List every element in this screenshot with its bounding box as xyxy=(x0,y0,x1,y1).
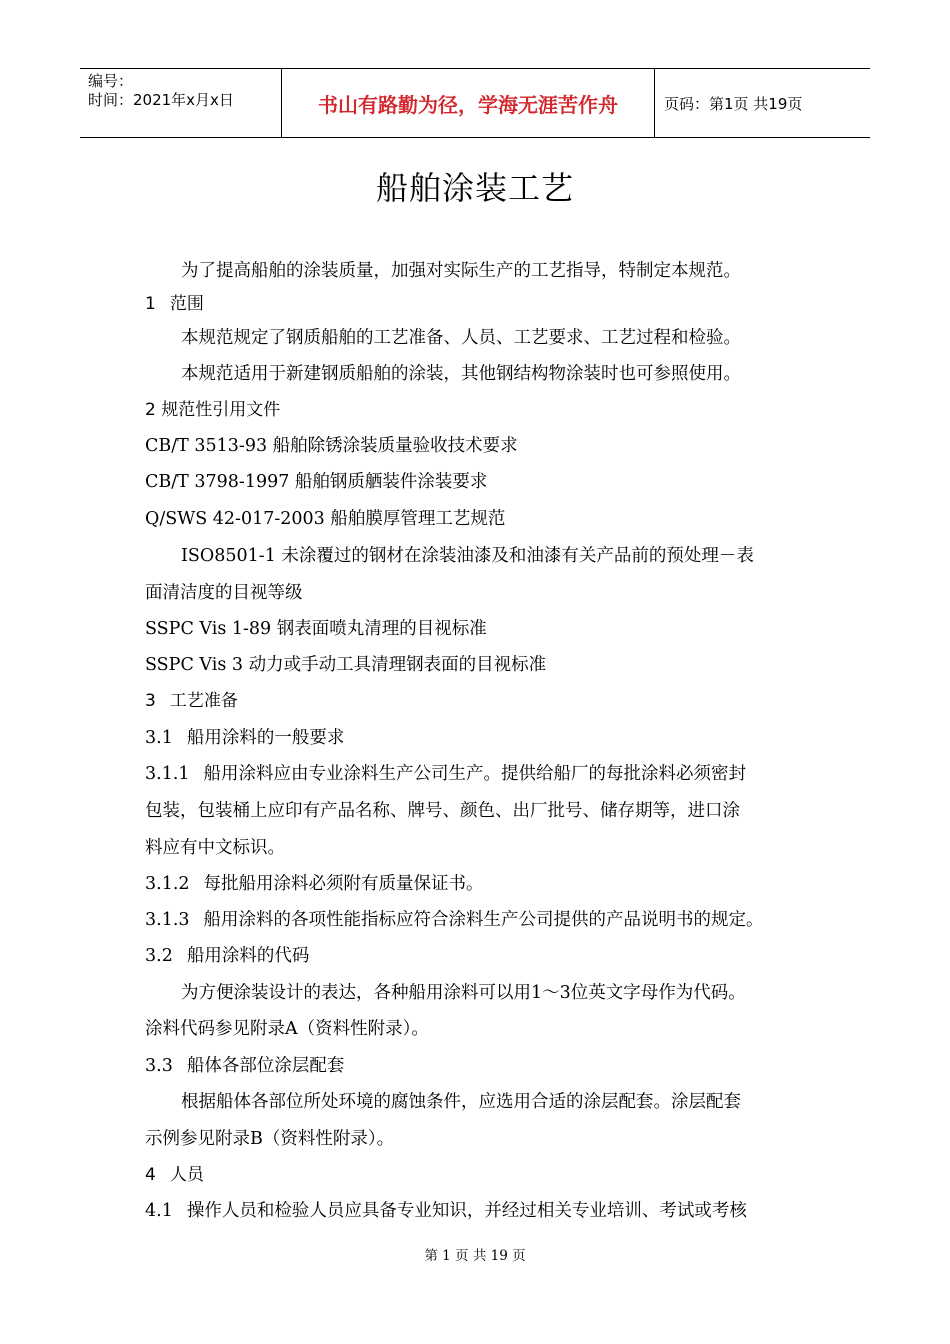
paragraph: 本规范规定了钢质船舶的工艺准备、人员、工艺要求、工艺过程和检验。 xyxy=(181,328,741,348)
clause-text: 船用涂料应由专业涂料生产公司生产。提供给船厂的每批涂料必须密封 xyxy=(203,764,747,784)
subsection-text: 操作人员和检验人员应具备专业知识，并经过相关专业培训、考试或考核 xyxy=(186,1201,747,1221)
clause-number: 3.1.1 xyxy=(145,764,190,784)
subsection-heading xyxy=(145,1199,747,1223)
section-number: 4 xyxy=(145,1165,156,1185)
section-number: 1 xyxy=(145,294,156,314)
clause-number: 3.1.3 xyxy=(145,910,190,930)
section-heading-2: 2 规范性引用文件 xyxy=(145,400,281,420)
page-header xyxy=(80,68,870,138)
section-title: 工艺准备 xyxy=(169,691,238,711)
section-heading-3 xyxy=(145,689,238,713)
section-title: 范围 xyxy=(169,294,204,314)
reference-item: Q/SWS 42-017-2003 船舶膜厚管理工艺规范 xyxy=(145,509,506,529)
subsection-number: 3.2 xyxy=(145,946,173,966)
document-number-label: 编号： xyxy=(88,72,134,90)
header-meta xyxy=(80,69,282,137)
section-heading-4 xyxy=(145,1163,204,1187)
paragraph-continued: 示例参见附录B（资料性附录）。 xyxy=(145,1129,395,1149)
header-page-number: 页码：第1页 共19页 xyxy=(664,94,803,113)
subsection-heading xyxy=(145,1054,344,1078)
page-footer: 第 1 页 共 19 页 xyxy=(424,1248,526,1264)
subsection-title: 船用涂料的代码 xyxy=(186,946,310,966)
section-title: 人员 xyxy=(169,1165,204,1185)
clause xyxy=(145,762,746,786)
subsection-heading xyxy=(145,944,309,968)
subsection-title: 船用涂料的一般要求 xyxy=(186,728,345,748)
paragraph: 为方便涂装设计的表达，各种船用涂料可以用1～3位英文字母作为代码。 xyxy=(181,983,746,1003)
reference-item: SSPC Vis 1-89 钢表面喷丸清理的目视标准 xyxy=(145,619,487,639)
reference-item: CB/T 3513-93 船舶除锈涂装质量验收技术要求 xyxy=(145,436,518,456)
document-title: 船舶涂装工艺 xyxy=(375,169,574,207)
reference-item: CB/T 3798-1997 船舶钢质舾装件涂装要求 xyxy=(145,472,488,492)
subsection-title: 船体各部位涂层配套 xyxy=(186,1056,345,1076)
header-motto: 书山有路勤为径，学海无涯苦作舟 xyxy=(282,69,655,137)
paragraph-continued: 料应有中文标识。 xyxy=(145,838,285,858)
clause xyxy=(145,908,764,932)
document-date: 时间：2021年x月x日 xyxy=(88,91,234,109)
section-number: 3 xyxy=(145,691,156,711)
reference-item: ISO8501-1 未涂覆过的钢材在涂装油漆及和油漆有关产品前的预处理－表 xyxy=(181,546,754,566)
section-heading-1 xyxy=(145,292,204,316)
reference-item: SSPC Vis 3 动力或手动工具清理钢表面的目视标准 xyxy=(145,655,547,675)
paragraph-continued: 包装，包装桶上应印有产品名称、牌号、颜色、出厂批号、储存期等，进口涂 xyxy=(145,801,740,821)
paragraph-continued: 涂料代码参见附录A（资料性附录）。 xyxy=(145,1019,429,1039)
subsection-number: 4.1 xyxy=(145,1201,173,1221)
clause-text: 每批船用涂料必须附有质量保证书。 xyxy=(203,874,484,894)
paragraph: 本规范适用于新建钢质船舶的涂装，其他钢结构物涂装时也可参照使用。 xyxy=(181,364,741,384)
subsection-number: 3.1 xyxy=(145,728,173,748)
clause xyxy=(145,872,484,896)
paragraph: 根据船体各部位所处环境的腐蚀条件，应选用合适的涂层配套。涂层配套 xyxy=(181,1092,741,1112)
subsection-number: 3.3 xyxy=(145,1056,173,1076)
reference-item-continued: 面清洁度的目视等级 xyxy=(145,583,303,603)
clause-text: 船用涂料的各项性能指标应符合涂料生产公司提供的产品说明书的规定。 xyxy=(203,910,764,930)
clause-number: 3.1.2 xyxy=(145,874,190,894)
intro-paragraph: 为了提高船舶的涂装质量，加强对实际生产的工艺指导，特制定本规范。 xyxy=(181,261,741,281)
subsection-heading xyxy=(145,726,344,750)
